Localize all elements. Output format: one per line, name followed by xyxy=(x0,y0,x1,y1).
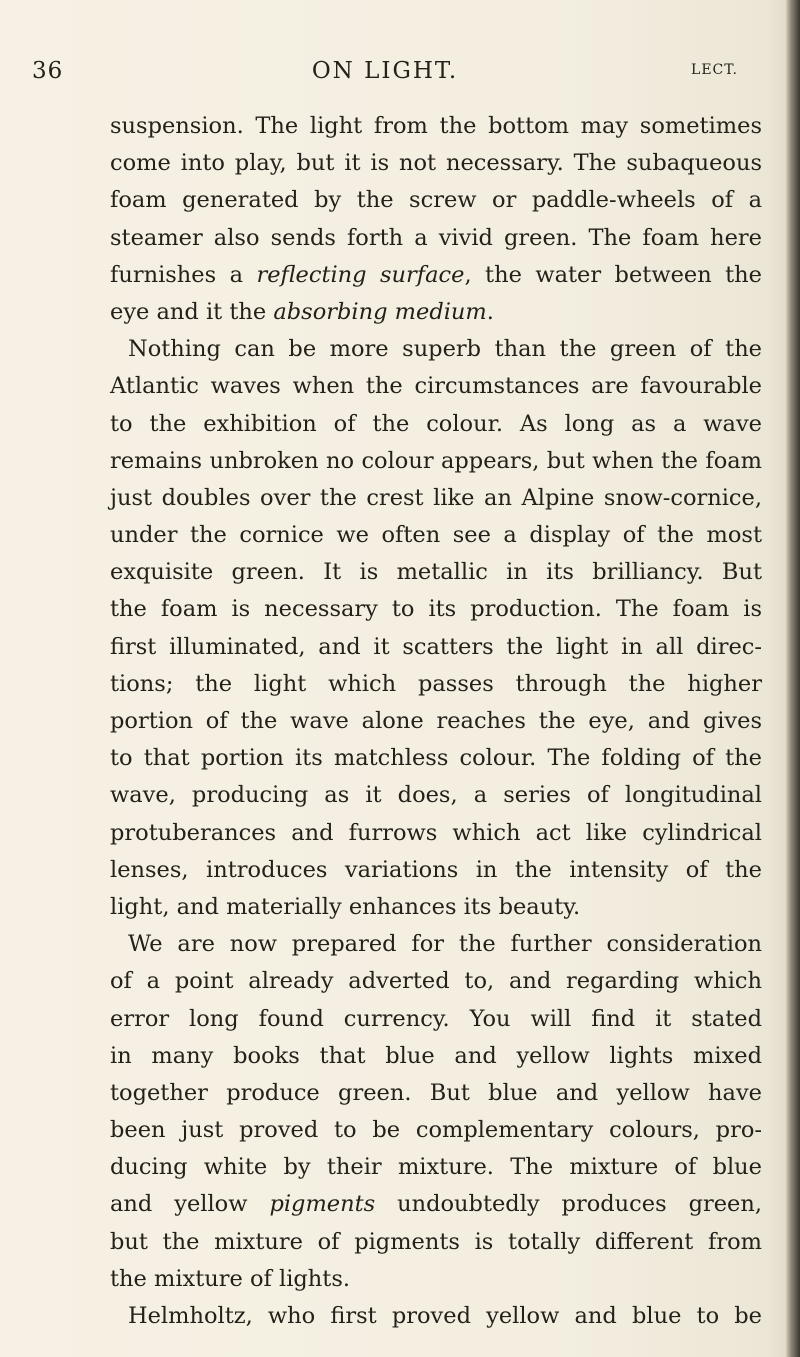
text-line: the mixture of lights. xyxy=(110,1265,351,1292)
text-line: but the mixture of pigments is totally different from xyxy=(110,1228,762,1255)
text-line: just doubles over the crest like an Alpine snow-cornice, xyxy=(110,484,762,511)
italic-phrase: pigments xyxy=(269,1191,376,1218)
page-edge-shadow xyxy=(786,0,800,1357)
text-line: to the exhibition of the colour. As long as a wave xyxy=(110,410,762,437)
running-header xyxy=(32,58,738,88)
text-line: Nothing can be more superb than the green of the xyxy=(128,336,762,363)
text-line: tions; the light which passes through the higher xyxy=(110,670,762,697)
text-line: of a point already adverted to, and regarding which xyxy=(110,968,762,995)
page-number: 36 xyxy=(32,58,64,84)
text-line: to that portion its matchless colour. The folding of the xyxy=(110,745,762,772)
text-line: Helmholtz, who first proved yellow and blue to be xyxy=(128,1303,762,1329)
text-line: portion of the wave alone reaches the eye, and gives xyxy=(110,708,762,734)
text-line: in many books that blue and yellow lights mixed xyxy=(110,1042,762,1069)
text-line-with-emphasis: eye and it the absorbing medium. xyxy=(110,298,494,325)
text-line: together produce green. But blue and yellow have xyxy=(110,1079,762,1106)
text-line-with-emphasis: and yellow pigments undoubtedly produces green, xyxy=(110,1191,762,1218)
lecture-label: LECT. xyxy=(691,62,738,78)
text-line: remains unbroken no colour appears, but when the foam xyxy=(110,447,762,474)
text-line: Atlantic waves when the circumstances are favourable xyxy=(110,373,762,400)
text-line: wave, producing as it does, a series of longitudinal xyxy=(110,782,762,809)
italic-phrase: reflecting surface xyxy=(256,261,465,288)
text-line: foam generated by the screw or paddle-wheels of a xyxy=(110,187,762,214)
text-line: first illuminated, and it scatters the light in all direc- xyxy=(110,633,762,660)
text-line: come into play, but it is not necessary. The subaqueous xyxy=(110,150,762,177)
text-line: exquisite green. It is metallic in its brilliancy. But xyxy=(110,559,762,586)
text-line: We are now prepared for the further consideration xyxy=(128,931,762,958)
text-line-with-emphasis: furnishes a reflecting surface, the water between the xyxy=(110,261,762,288)
text-line: suspension. The light from the bottom may sometimes xyxy=(110,113,762,139)
text-line: lenses, introduces variations in the intensity of the xyxy=(110,856,762,883)
text-line: under the cornice we often see a display of the most xyxy=(110,522,762,549)
text-line: error long found currency. You will find it stated xyxy=(110,1005,762,1032)
text-line: the foam is necessary to its production. The foam is xyxy=(110,596,762,623)
italic-phrase: absorbing medium xyxy=(273,298,487,325)
text-line: steamer also sends forth a vivid green. The foam here xyxy=(110,224,762,251)
text-line: ducing white by their mixture. The mixture of blue xyxy=(110,1154,762,1181)
body-text xyxy=(110,108,762,1335)
text-line: light, and materially enhances its beauty. xyxy=(110,893,581,920)
text-line: been just proved to be complementary colours, pro- xyxy=(110,1117,762,1144)
running-title: ON LIGHT. xyxy=(311,58,459,84)
text-line: protuberances and furrows which act like cylindrical xyxy=(110,819,762,846)
